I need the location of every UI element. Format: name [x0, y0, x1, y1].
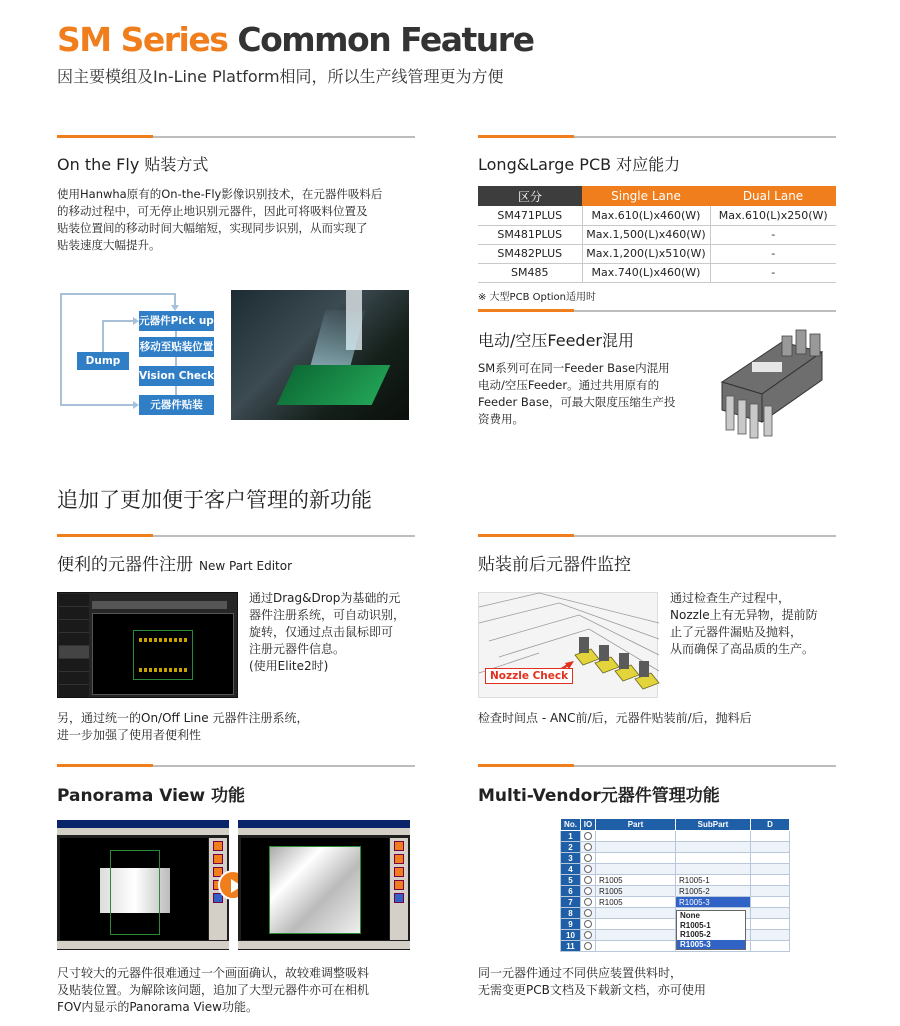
flow-chart	[57, 290, 227, 420]
divider-monitor	[478, 535, 836, 537]
panorama-before-screenshot	[57, 820, 229, 950]
monitor-side-text: 通过检查生产过程中， Nozzle上有无异物，提前防 止了元器件漏贴及抛料， 从而确保了高品质的生产。	[670, 591, 818, 656]
col-header-dual: Dual Lane	[710, 186, 836, 206]
radio-icon[interactable]	[584, 887, 592, 895]
heading-on-the-fly: On the Fly 贴装方式	[57, 155, 209, 174]
radio-icon[interactable]	[584, 843, 592, 851]
table-row[interactable]: 10	[561, 930, 790, 941]
panorama-bottom-text: 尺寸较大的元器件很难通过一个画面确认，故较难调整吸料 及贴装位置。为解除该问题，追加了大型元器件亦可在相机 FOV内显示的Panorama View功能。	[57, 966, 370, 1014]
monitor-bottom-text: 检查时间点 - ANC前/后，元器件贴装前/后，抛料后	[478, 711, 752, 725]
radio-icon[interactable]	[584, 909, 592, 917]
radio-icon[interactable]	[584, 832, 592, 840]
heading-part-editor: 便利的元器件注册 New Part Editor	[57, 555, 293, 575]
multi-vendor-bottom-text: 同一元器件通过不同供应装置供料时， 无需变更PCB文档及下载新文档，亦可使用	[478, 966, 706, 997]
dropdown-option[interactable]: R1005-3	[677, 940, 745, 950]
flow-step-place: 元器件贴装	[139, 395, 214, 415]
page-subtitle: 因主要模组及In-Line Platform相同，所以生产线管理更为方便	[57, 67, 504, 86]
dropdown-option[interactable]: None	[680, 911, 700, 920]
nozzle-check-label: Nozzle Check	[485, 668, 573, 684]
radio-icon[interactable]	[584, 898, 592, 906]
table-row[interactable]: 9	[561, 919, 790, 930]
feeder-image	[712, 322, 830, 442]
title-feature: Common Feature	[237, 20, 534, 59]
multi-vendor-screenshot	[560, 818, 773, 951]
heading-multi-vendor: Multi-Vendor元器件管理功能	[478, 786, 720, 806]
table-note: ※ 大型PCB Option适用时	[478, 292, 596, 303]
pcb-spec-table	[478, 186, 836, 283]
col-header-model: 区分	[478, 186, 582, 206]
divider-long-large	[478, 136, 836, 138]
flow-step-move: 移动至贴装位置	[139, 337, 214, 357]
table-row[interactable]: 3	[561, 853, 790, 864]
radio-icon[interactable]	[584, 865, 592, 873]
table-row: SM481PLUS Max.1,500(L)x460(W) -	[478, 225, 836, 244]
nozzle-check-image	[478, 592, 658, 698]
table-row[interactable]: 4	[561, 864, 790, 875]
radio-icon[interactable]	[584, 854, 592, 862]
on-the-fly-text: 使用Hanwha原有的On-the-Fly影像识别技术，在元器件吸料后 的移动过程中，可无停止地识别元器件，因此可将吸料位置及 贴装位置间的移动时间大幅缩短，实现同步识别，从而实现了 贴装速度大幅提升。	[57, 187, 383, 252]
heading-feeder: 电动/空压Feeder混用	[478, 331, 634, 350]
divider-on-the-fly	[57, 136, 415, 138]
radio-icon[interactable]	[584, 876, 592, 884]
heading-long-large: Long&Large PCB 对应能力	[478, 155, 681, 174]
dropdown-option[interactable]: R1005-2	[680, 930, 711, 939]
subpart-dropdown-list[interactable]	[676, 910, 746, 950]
divider-multi-vendor	[478, 765, 836, 767]
page-title	[57, 20, 533, 59]
flow-step-pickup: 元器件Pick up	[139, 311, 214, 331]
table-row[interactable]: 1	[561, 831, 790, 842]
vendor-table: No. IO Part SubPart D 1 2 3 4 5 R1005 R1005-1 6 R1005 R1005-2 7 R1005 R1005-3 8 9 10 11	[560, 818, 790, 952]
table-row[interactable]: 2	[561, 842, 790, 853]
heading-monitor: 贴装前后元器件监控	[478, 555, 631, 575]
radio-icon[interactable]	[584, 920, 592, 928]
machine-photo	[231, 290, 409, 420]
heading-new-features: 追加了更加便于客户管理的新功能	[57, 488, 372, 512]
divider-part-editor	[57, 535, 415, 537]
part-editor-side-text: 通过Drag&Drop为基础的元 器件注册系统，可自动识别， 旋转，仅通过点击鼠标即可 注册元器件信息。 (使用Elite2时)	[249, 591, 406, 673]
flow-dump: Dump	[77, 352, 129, 370]
part-editor-screenshot	[57, 592, 238, 698]
table-row[interactable]: 11	[561, 941, 790, 952]
table-row[interactable]: 8	[561, 908, 790, 919]
radio-icon[interactable]	[584, 931, 592, 939]
heading-panorama: Panorama View 功能	[57, 786, 246, 806]
table-row[interactable]: 7 R1005 R1005-3	[561, 897, 790, 908]
col-header-single: Single Lane	[582, 186, 710, 206]
table-row: SM471PLUS Max.610(L)x460(W) Max.610(L)x250(W)	[478, 206, 836, 225]
panorama-after-screenshot	[238, 820, 410, 950]
part-editor-bottom-text: 另，通过统一的On/Off Line 元器件注册系统， 进一步加强了使用者便利性	[57, 711, 309, 742]
radio-icon[interactable]	[584, 942, 592, 950]
divider-panorama	[57, 765, 415, 767]
divider-feeder	[478, 310, 836, 312]
table-row[interactable]: 5 R1005 R1005-1	[561, 875, 790, 886]
table-row[interactable]: 6 R1005 R1005-2	[561, 886, 790, 897]
table-row: SM485 Max.740(L)x460(W) -	[478, 263, 836, 282]
table-row: SM482PLUS Max.1,200(L)x510(W) -	[478, 244, 836, 263]
title-series: SM Series	[57, 20, 228, 59]
feeder-text: SM系列可在同一Feeder Base内混用 电动/空压Feeder。通过共用原有的 Feeder Base，可最大限度压缩生产投 资费用。	[478, 361, 676, 426]
flow-step-vision: Vision Check	[139, 366, 214, 386]
dropdown-option[interactable]: R1005-1	[680, 920, 711, 930]
